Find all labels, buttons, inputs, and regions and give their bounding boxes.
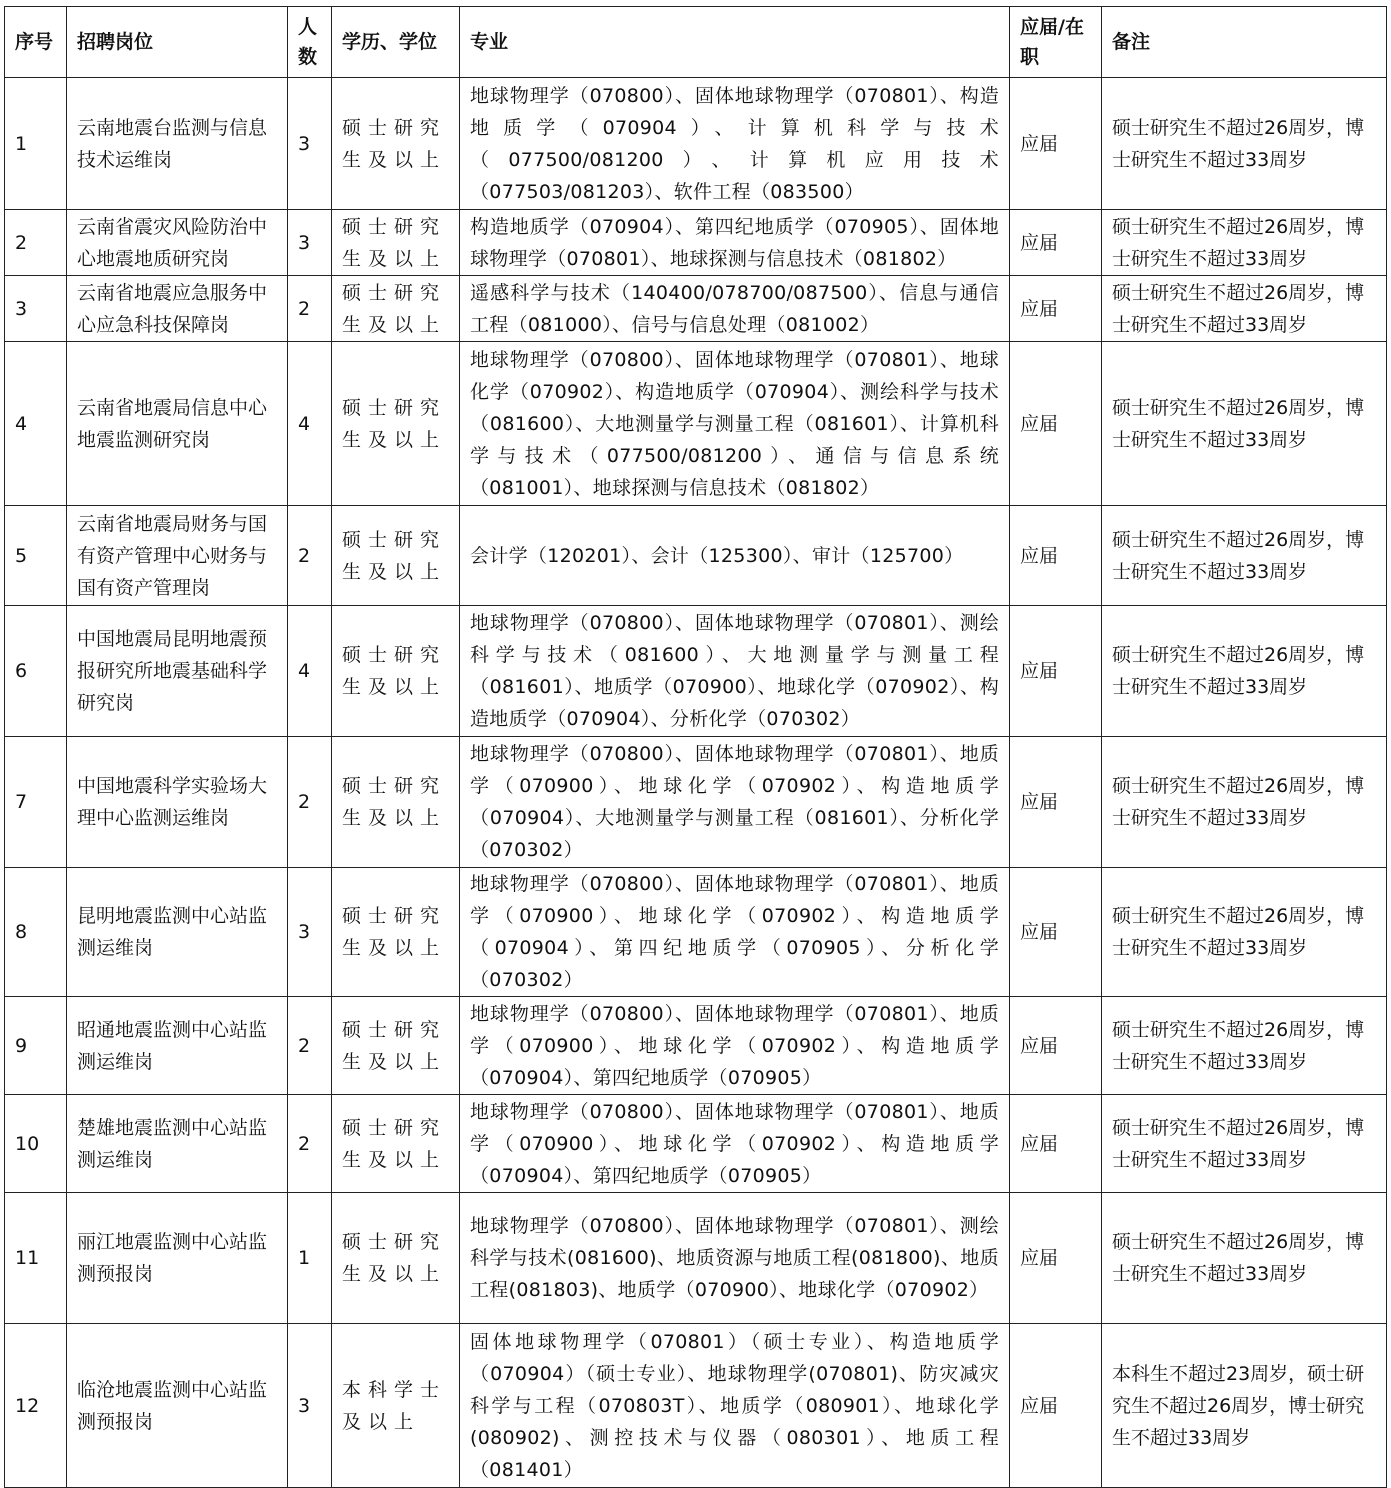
cell-edu: 硕士研究生及以上 bbox=[332, 1193, 460, 1324]
table-row bbox=[5, 997, 1387, 1095]
table-row bbox=[5, 606, 1387, 737]
cell-seq: 8 bbox=[5, 868, 67, 997]
cell-post: 云南地震台监测与信息技术运维岗 bbox=[67, 78, 288, 210]
cell-edu: 硕士研究生及以上 bbox=[332, 78, 460, 210]
cell-seq: 12 bbox=[5, 1324, 67, 1488]
cell-num: 2 bbox=[288, 276, 332, 342]
cell-fresh: 应届 bbox=[1010, 1095, 1102, 1193]
cell-post: 楚雄地震监测中心站监测运维岗 bbox=[67, 1095, 288, 1193]
cell-seq: 3 bbox=[5, 276, 67, 342]
cell-major: 固体地球物理学（070801）（硕士专业）、构造地质学（070904）（硕士专业）、地球物理学(070801)、防灾减灾科学与工程（070803T）、地质学（080901）、地球化学(080902)、测控技术与仪器（080301）、地质工程（081401） bbox=[460, 1324, 1010, 1488]
cell-num: 3 bbox=[288, 78, 332, 210]
cell-seq: 2 bbox=[5, 210, 67, 276]
cell-edu: 硕士研究生及以上 bbox=[332, 342, 460, 506]
cell-num: 3 bbox=[288, 1324, 332, 1488]
cell-note: 硕士研究生不超过26周岁，博士研究生不超过33周岁 bbox=[1102, 868, 1387, 997]
table-row bbox=[5, 868, 1387, 997]
cell-edu: 硕士研究生及以上 bbox=[332, 868, 460, 997]
cell-note: 硕士研究生不超过26周岁，博士研究生不超过33周岁 bbox=[1102, 506, 1387, 606]
cell-seq: 4 bbox=[5, 342, 67, 506]
table-row bbox=[5, 506, 1387, 606]
cell-post: 云南省震灾风险防治中心地震地质研究岗 bbox=[67, 210, 288, 276]
cell-fresh: 应届 bbox=[1010, 606, 1102, 737]
cell-note: 硕士研究生不超过26周岁，博士研究生不超过33周岁 bbox=[1102, 606, 1387, 737]
cell-fresh: 应届 bbox=[1010, 210, 1102, 276]
cell-fresh: 应届 bbox=[1010, 997, 1102, 1095]
cell-edu: 硕士研究生及以上 bbox=[332, 997, 460, 1095]
cell-post: 临沧地震监测中心站监测预报岗 bbox=[67, 1324, 288, 1488]
cell-major: 地球物理学（070800）、固体地球物理学（070801）、地质学（070900）、地球化学（070902）、构造地质学（070904）、第四纪地质学（070905） bbox=[460, 1095, 1010, 1193]
header-major: 专业 bbox=[460, 7, 1010, 78]
cell-edu: 硕士研究生及以上 bbox=[332, 506, 460, 606]
cell-note: 硕士研究生不超过26周岁，博士研究生不超过33周岁 bbox=[1102, 78, 1387, 210]
cell-seq: 10 bbox=[5, 1095, 67, 1193]
recruitment-table bbox=[4, 6, 1387, 1488]
table-row bbox=[5, 1324, 1387, 1488]
cell-num: 2 bbox=[288, 997, 332, 1095]
cell-fresh: 应届 bbox=[1010, 868, 1102, 997]
table-row bbox=[5, 210, 1387, 276]
cell-num: 3 bbox=[288, 868, 332, 997]
cell-edu: 硕士研究生及以上 bbox=[332, 737, 460, 868]
cell-post: 昆明地震监测中心站监测运维岗 bbox=[67, 868, 288, 997]
cell-fresh: 应届 bbox=[1010, 342, 1102, 506]
header-seq: 序号 bbox=[5, 7, 67, 78]
header-edu: 学历、学位 bbox=[332, 7, 460, 78]
cell-seq: 7 bbox=[5, 737, 67, 868]
table-row bbox=[5, 78, 1387, 210]
cell-note: 硕士研究生不超过26周岁，博士研究生不超过33周岁 bbox=[1102, 276, 1387, 342]
cell-num: 2 bbox=[288, 1095, 332, 1193]
cell-seq: 11 bbox=[5, 1193, 67, 1324]
table-row bbox=[5, 1095, 1387, 1193]
cell-post: 云南省地震应急服务中心应急科技保障岗 bbox=[67, 276, 288, 342]
table-row bbox=[5, 1193, 1387, 1324]
cell-fresh: 应届 bbox=[1010, 276, 1102, 342]
cell-major: 地球物理学（070800）、固体地球物理学（070801）、地球化学（070902）、构造地质学（070904）、测绘科学与技术（081600）、大地测量学与测量工程（081601）、计算机科学与技术（077500/081200）、通信与信息系统（081001）、地球探测与信息技术（081802） bbox=[460, 342, 1010, 506]
cell-major: 地球物理学（070800）、固体地球物理学（070801）、构造地质学（070904）、计算机科学与技术（077500/081200）、计算机应用技术（077503/081203）、软件工程（083500） bbox=[460, 78, 1010, 210]
cell-edu: 本科学士及以上 bbox=[332, 1324, 460, 1488]
cell-major: 地球物理学（070800）、固体地球物理学（070801）、测绘科学与技术(081600)、地质资源与地质工程(081800)、地质工程(081803)、地质学（070900）、地球化学（070902） bbox=[460, 1193, 1010, 1324]
cell-num: 4 bbox=[288, 342, 332, 506]
cell-seq: 1 bbox=[5, 78, 67, 210]
cell-note: 硕士研究生不超过26周岁，博士研究生不超过33周岁 bbox=[1102, 1095, 1387, 1193]
cell-edu: 硕士研究生及以上 bbox=[332, 210, 460, 276]
cell-major: 会计学（120201）、会计（125300）、审计（125700） bbox=[460, 506, 1010, 606]
cell-major: 地球物理学（070800）、固体地球物理学（070801）、地质学（070900）、地球化学（070902）、构造地质学（070904）、大地测量学与测量工程（081601）、分析化学（070302） bbox=[460, 737, 1010, 868]
cell-num: 2 bbox=[288, 737, 332, 868]
cell-note: 本科生不超过23周岁，硕士研究生不超过26周岁，博士研究生不超过33周岁 bbox=[1102, 1324, 1387, 1488]
cell-edu: 硕士研究生及以上 bbox=[332, 606, 460, 737]
cell-note: 硕士研究生不超过26周岁，博士研究生不超过33周岁 bbox=[1102, 342, 1387, 506]
cell-note: 硕士研究生不超过26周岁，博士研究生不超过33周岁 bbox=[1102, 737, 1387, 868]
cell-post: 昭通地震监测中心站监测运维岗 bbox=[67, 997, 288, 1095]
cell-num: 4 bbox=[288, 606, 332, 737]
table-row bbox=[5, 342, 1387, 506]
cell-major: 地球物理学（070800）、固体地球物理学（070801）、地质学（070900）、地球化学（070902）、构造地质学（070904）、第四纪地质学（070905）、分析化学（070302） bbox=[460, 868, 1010, 997]
cell-seq: 5 bbox=[5, 506, 67, 606]
cell-num: 2 bbox=[288, 506, 332, 606]
cell-post: 云南省地震局财务与国有资产管理中心财务与国有资产管理岗 bbox=[67, 506, 288, 606]
cell-note: 硕士研究生不超过26周岁，博士研究生不超过33周岁 bbox=[1102, 1193, 1387, 1324]
cell-note: 硕士研究生不超过26周岁，博士研究生不超过33周岁 bbox=[1102, 210, 1387, 276]
cell-major: 地球物理学（070800）、固体地球物理学（070801）、地质学（070900）、地球化学（070902）、构造地质学（070904）、第四纪地质学（070905） bbox=[460, 997, 1010, 1095]
cell-major: 遥感科学与技术（140400/078700/087500）、信息与通信工程（081000）、信号与信息处理（081002） bbox=[460, 276, 1010, 342]
cell-post: 丽江地震监测中心站监测预报岗 bbox=[67, 1193, 288, 1324]
cell-seq: 6 bbox=[5, 606, 67, 737]
cell-post: 中国地震局昆明地震预报研究所地震基础科学研究岗 bbox=[67, 606, 288, 737]
header-fresh: 应届/在职 bbox=[1010, 7, 1102, 78]
cell-post: 中国地震科学实验场大理中心监测运维岗 bbox=[67, 737, 288, 868]
cell-note: 硕士研究生不超过26周岁，博士研究生不超过33周岁 bbox=[1102, 997, 1387, 1095]
header-row bbox=[5, 7, 1387, 78]
header-post: 招聘岗位 bbox=[67, 7, 288, 78]
cell-seq: 9 bbox=[5, 997, 67, 1095]
cell-fresh: 应届 bbox=[1010, 1324, 1102, 1488]
cell-fresh: 应届 bbox=[1010, 78, 1102, 210]
cell-num: 3 bbox=[288, 210, 332, 276]
cell-major: 构造地质学（070904）、第四纪地质学（070905）、固体地球物理学（070801）、地球探测与信息技术（081802） bbox=[460, 210, 1010, 276]
header-num: 人数 bbox=[288, 7, 332, 78]
table-row bbox=[5, 276, 1387, 342]
cell-fresh: 应届 bbox=[1010, 1193, 1102, 1324]
cell-num: 1 bbox=[288, 1193, 332, 1324]
cell-major: 地球物理学（070800）、固体地球物理学（070801）、测绘科学与技术（081600）、大地测量学与测量工程（081601）、地质学（070900）、地球化学（070902）、构造地质学（070904）、分析化学（070302） bbox=[460, 606, 1010, 737]
header-note: 备注 bbox=[1102, 7, 1387, 78]
cell-fresh: 应届 bbox=[1010, 737, 1102, 868]
cell-edu: 硕士研究生及以上 bbox=[332, 276, 460, 342]
cell-edu: 硕士研究生及以上 bbox=[332, 1095, 460, 1193]
table-row bbox=[5, 737, 1387, 868]
cell-post: 云南省地震局信息中心地震监测研究岗 bbox=[67, 342, 288, 506]
cell-fresh: 应届 bbox=[1010, 506, 1102, 606]
